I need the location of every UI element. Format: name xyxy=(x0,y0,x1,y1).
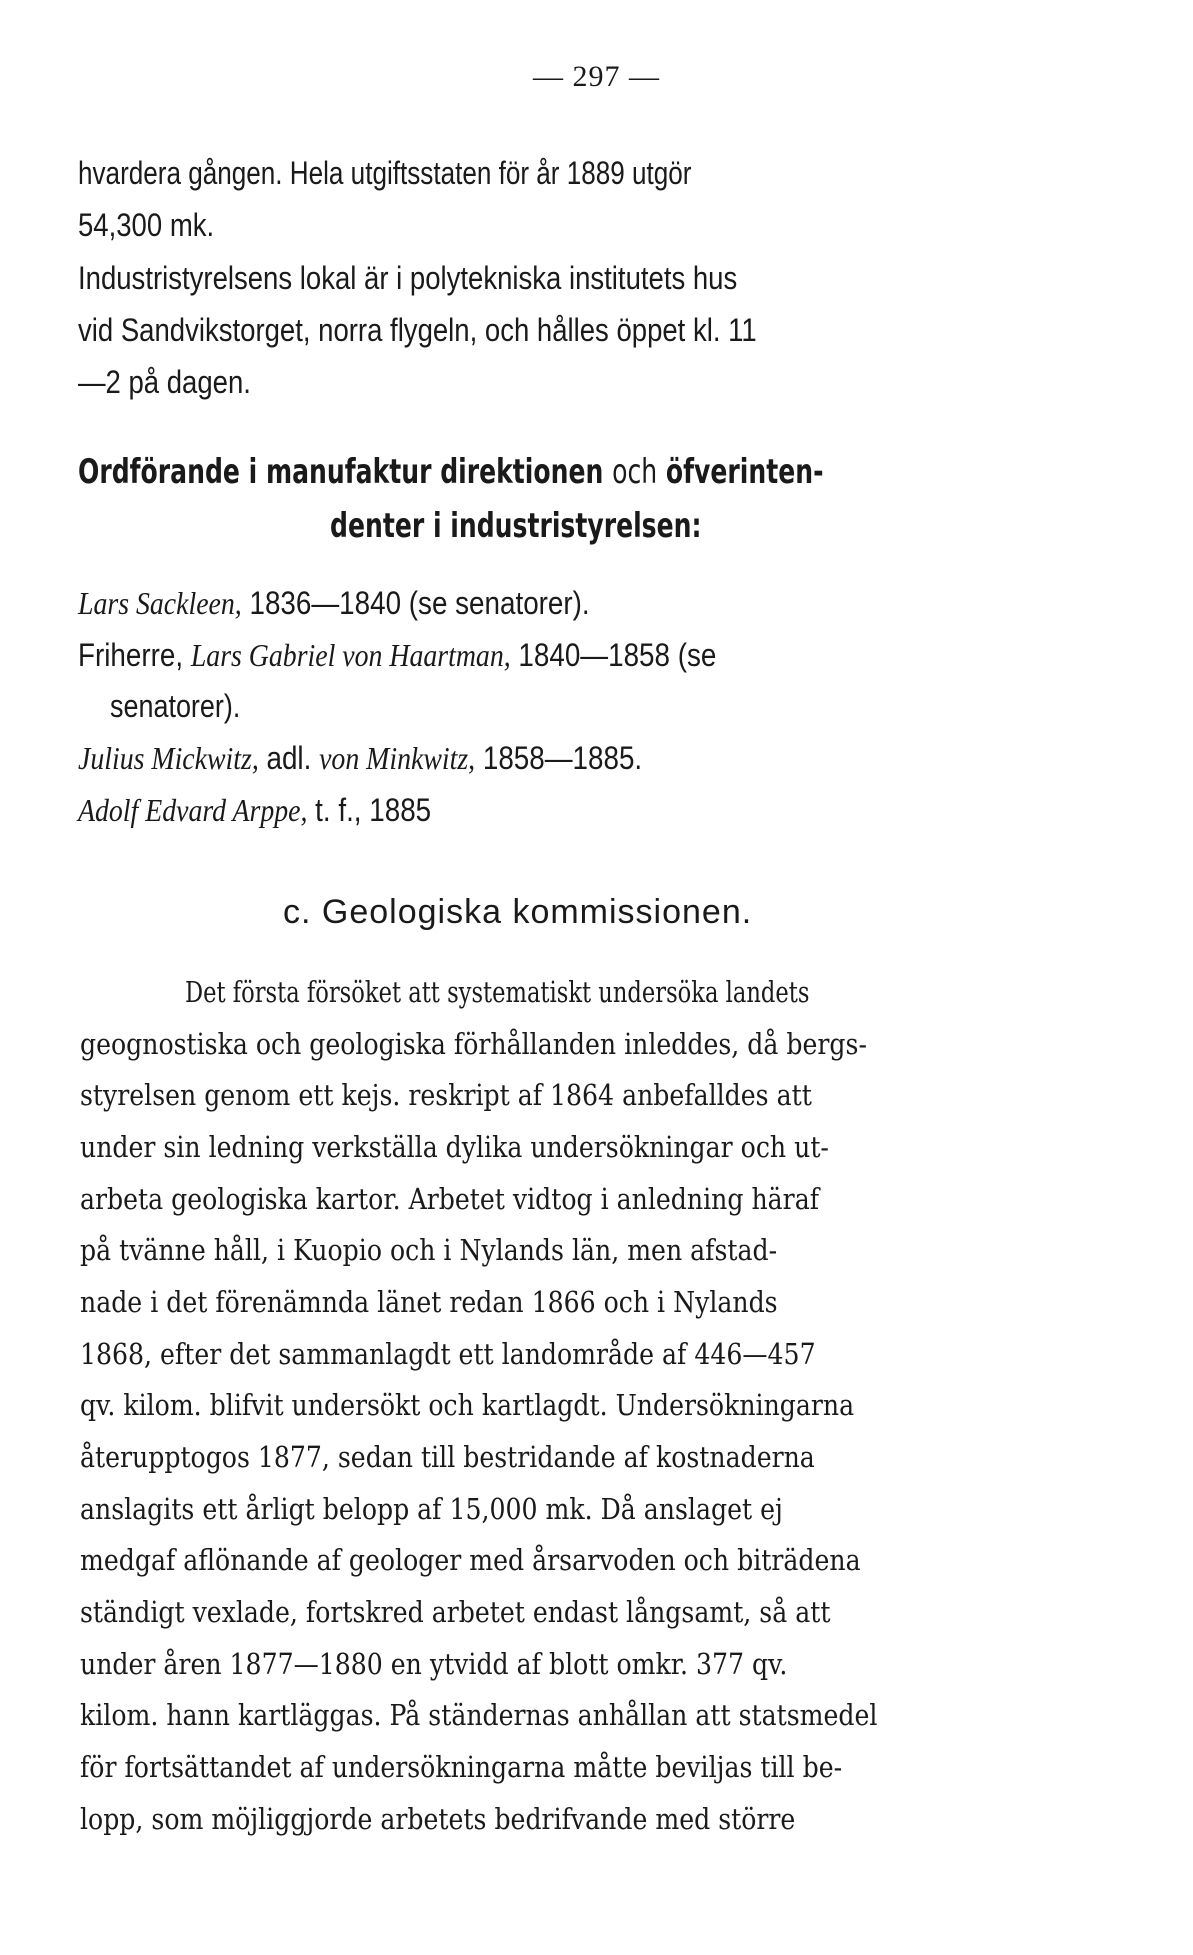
body-line-3: styrelsen genom ett kejs. reskript af 1864 anbefalldes att xyxy=(80,1078,812,1112)
body-line-11: anslagits ett årligt belopp af 15,000 mk. Då anslaget ej xyxy=(80,1492,783,1526)
intro-line-3: Industristyrelsens lokal är i polytekniska institutets hus xyxy=(78,260,738,296)
director-term: t. f., 1885 xyxy=(315,792,432,828)
body-line-6: på tvänne håll, i Kuopio och i Nylands län, men afstad- xyxy=(80,1233,778,1267)
body-line-8: 1868, efter det sammanlagdt ett landområde af 446—457 xyxy=(80,1337,816,1371)
director-term: 1840—1858 (se xyxy=(518,637,717,673)
body-line-9: qv. kilom. blifvit undersökt och kartlagdt. Undersökningarna xyxy=(80,1388,855,1422)
body-line-10: återupptogos 1877, sedan till bestridande af kostnaderna xyxy=(80,1440,815,1474)
director-name: Adolf Edvard Arppe, xyxy=(78,792,308,828)
heading-part-2: och xyxy=(612,452,658,492)
section-heading: c. Geologiska kommissionen. xyxy=(283,893,753,931)
body-line-7: nade i det förenämnda länet redan 1866 och i Nylands xyxy=(80,1285,778,1319)
page-number: — 297 — xyxy=(533,60,660,93)
intro-line-4: vid Sandvikstorget, norra flygeln, och hålles öppet kl. 11 xyxy=(78,312,757,348)
director-name: Lars Gabriel von Haartman, xyxy=(190,637,511,673)
director-name-ennobled: von Minkwitz, xyxy=(319,740,476,776)
director-item-4 xyxy=(78,792,1115,829)
body-line-4: under sin ledning verkställa dylika undersökningar och ut- xyxy=(80,1130,829,1164)
director-title: Friherre, xyxy=(78,637,184,673)
body-line-1: Det första försöket att systematiskt undersöka landets xyxy=(185,975,810,1009)
director-item-1 xyxy=(78,585,1115,622)
directors-heading-line-1 xyxy=(78,452,1056,492)
director-name: Julius Mickwitz, xyxy=(78,740,259,776)
director-item-2-continued: senatorer). xyxy=(110,688,241,724)
director-name: Lars Sackleen, xyxy=(78,585,242,621)
heading-part-1: Ordförande i manufaktur direktionen xyxy=(78,452,604,492)
body-line-5: arbeta geologiska kartor. Arbetet vidtog i anledning häraf xyxy=(80,1182,820,1216)
body-line-16: för fortsättandet af undersökningarna måtte beviljas till be- xyxy=(80,1750,843,1784)
intro-line-2: 54,300 mk. xyxy=(78,207,215,243)
director-term: 1836—1840 (se senatorer). xyxy=(249,585,590,621)
directors-heading-line-2: denter i industristyrelsen: xyxy=(330,506,702,546)
body-line-14: under åren 1877—1880 en ytvidd af blott omkr. 377 qv. xyxy=(80,1647,788,1681)
intro-line-1: hvardera gången. Hela utgiftsstaten för år 1889 utgör xyxy=(78,155,692,191)
director-term: 1858—1885. xyxy=(482,740,643,776)
intro-line-5: —2 på dagen. xyxy=(78,364,251,400)
body-line-17: lopp, som möjliggjorde arbetets bedrifvande med större xyxy=(80,1802,796,1836)
body-line-12: medgaf aflönande af geologer med årsarvoden och biträdena xyxy=(80,1543,861,1577)
director-note: adl. xyxy=(266,740,312,776)
body-line-2: geognostiska och geologiska förhållanden inleddes, då bergs- xyxy=(80,1027,867,1061)
director-item-2 xyxy=(78,637,1115,674)
body-line-15: kilom. hann kartläggas. På ständernas anhållan att statsmedel xyxy=(80,1698,878,1732)
heading-part-3: öfverinten- xyxy=(665,452,824,492)
body-line-13: ständigt vexlade, fortskred arbetet endast långsamt, så att xyxy=(80,1595,831,1629)
director-item-3 xyxy=(78,740,1115,777)
